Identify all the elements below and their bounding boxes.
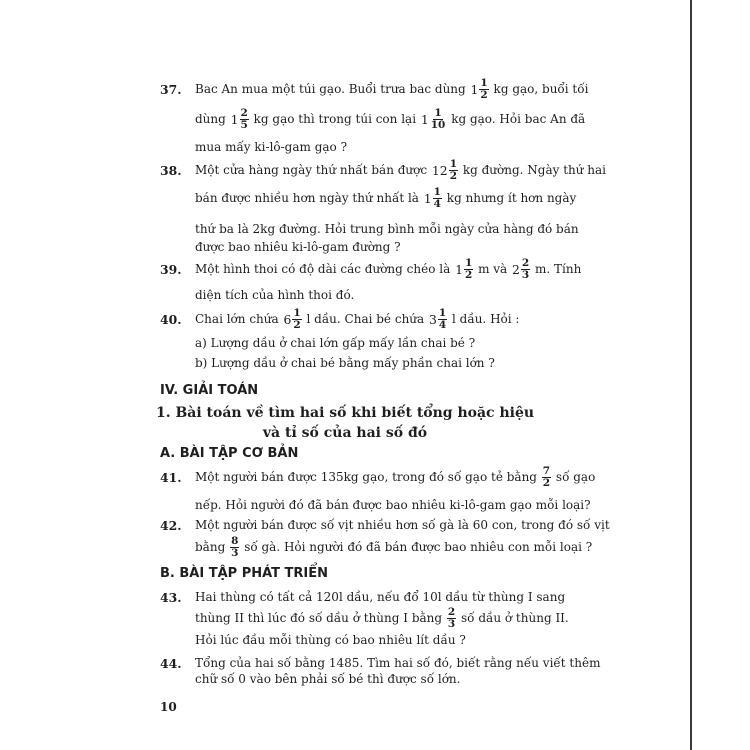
- fraction: [447, 607, 456, 630]
- fraction-numerator: 1: [438, 307, 447, 319]
- text-run: kg nhưng ít hơn ngày: [442, 191, 577, 205]
- text-run: được bao nhiêu ki-lô-gam đường ?: [195, 240, 401, 254]
- fraction-whole: 3: [429, 312, 437, 327]
- fraction-numerator: 1: [434, 107, 442, 119]
- page-title-line1: 1. Bài toán về tìm hai số khi biết tổng hoặc hiệu: [155, 405, 535, 421]
- fraction-whole: 1: [230, 112, 239, 127]
- text-run: m. Tính: [531, 262, 582, 276]
- fraction-numerator: 1: [464, 257, 473, 269]
- text-run: dùng: [195, 112, 230, 126]
- fraction: [424, 187, 442, 210]
- fraction-numerator: 7: [542, 465, 551, 477]
- fraction: [542, 466, 551, 489]
- text-run: kg gạo. Hỏi bac An đã: [447, 112, 586, 126]
- problem-text-line: [195, 672, 460, 686]
- fraction-whole: 1: [455, 262, 463, 277]
- sub-question-a: a) Lượng dầu ở chai lớn gấp mấy lần chai bé ?: [195, 336, 476, 350]
- fraction-numerator: 2: [521, 257, 530, 269]
- text-run: diện tích của hình thoi đó.: [195, 288, 355, 302]
- problem-text-line: [195, 656, 600, 670]
- fraction-denominator: 2: [449, 170, 458, 182]
- fraction-denominator: 5: [240, 119, 248, 131]
- problem-text-line: [195, 607, 569, 630]
- fraction-denominator: 3: [521, 269, 530, 281]
- problem-text-line: [195, 536, 592, 559]
- section-iv-heading: IV. GIẢI TOÁN: [160, 383, 259, 398]
- problem-text-line: [195, 108, 585, 131]
- fraction-numerator: 1: [293, 307, 301, 319]
- fraction-whole: 1: [423, 191, 432, 206]
- text-run: chữ số 0 vào bên phải số bé thì được số lớn.: [195, 672, 461, 686]
- text-run: kg đường. Ngày thứ hai: [459, 163, 607, 177]
- text-run: kg gạo, buổi tối: [489, 82, 589, 96]
- fraction: [421, 108, 447, 131]
- problem-number: 37.: [160, 82, 182, 97]
- text-run: nếp. Hỏi người đó đã bán được bao nhiêu ki-lô-gam gạo mỗi loại?: [195, 498, 591, 512]
- fraction-denominator: 2: [293, 319, 301, 331]
- fraction-denominator: 2: [542, 477, 551, 489]
- fraction-numerator: 8: [231, 535, 239, 547]
- fraction-numerator: 1: [480, 77, 488, 89]
- problem-text-line: [195, 590, 565, 604]
- fraction: [230, 536, 239, 559]
- fraction: [512, 258, 530, 281]
- fraction-denominator: 2: [464, 269, 473, 281]
- text-run: Tổng của hai số bằng 1485. Tìm hai số đó, biết rằng nếu viết thêm: [195, 656, 601, 670]
- text-run: m và: [474, 262, 512, 276]
- problem-number: 41.: [160, 470, 182, 485]
- fraction-whole: 12: [431, 163, 448, 178]
- problem-text-line: [195, 518, 610, 532]
- fraction-whole: 2: [512, 262, 520, 277]
- problem-text-line: [195, 633, 466, 647]
- fraction-denominator: 3: [447, 618, 456, 630]
- problem-text-line: [195, 288, 354, 302]
- problem-text-line: [195, 222, 579, 236]
- fraction: [432, 159, 458, 182]
- text-run: thùng II thì lúc đó số dầu ở thùng I bằng: [195, 611, 446, 625]
- text-run: mua mấy ki-lô-gam gạo ?: [195, 140, 348, 154]
- fraction-whole: 1: [420, 112, 429, 127]
- text-run: bằng: [195, 540, 230, 554]
- fraction-denominator: 4: [433, 198, 441, 210]
- page-right-edge: [690, 0, 692, 750]
- fraction: [455, 258, 473, 281]
- text-run: Một người bán được 135kg gạo, trong đó số gạo tẻ bằng: [195, 470, 541, 484]
- text-run: Hai thùng có tất cả 120l dầu, nếu đổ 10l dầu từ thùng I sang: [195, 590, 566, 604]
- fraction-denominator: 10: [430, 119, 446, 131]
- fraction: [471, 78, 489, 101]
- fraction-numerator: 1: [449, 158, 458, 170]
- problem-number: 44.: [160, 656, 182, 671]
- fraction-denominator: 2: [480, 89, 488, 101]
- fraction: [429, 308, 447, 331]
- problem-text-line: [195, 187, 576, 210]
- text-run: Một người bán được số vịt nhiều hơn số gà là 60 con, trong đó số vịt: [195, 518, 610, 532]
- text-run: Hỏi lúc đầu mỗi thùng có bao nhiêu lít dầu ?: [195, 633, 466, 647]
- text-run: l dầu. Hỏi :: [448, 312, 520, 326]
- fraction-numerator: 2: [447, 606, 456, 618]
- problem-number: 42.: [160, 518, 182, 533]
- text-run: số gạo: [552, 470, 596, 484]
- text-run: Chai lớn chứa: [195, 312, 283, 326]
- problem-text-line: [195, 258, 581, 281]
- section-a-heading: A. BÀI TẬP CƠ BẢN: [160, 446, 299, 461]
- fraction-whole: 1: [470, 82, 479, 97]
- problem-text-line: [195, 308, 519, 331]
- problem-number: 40.: [160, 312, 182, 327]
- problem-text-line: [195, 240, 401, 254]
- fraction-numerator: 1: [433, 186, 441, 198]
- page-title-line2: và tỉ số của hai số đó: [262, 425, 428, 441]
- problem-text-line: [195, 78, 588, 101]
- text-run: l dầu. Chai bé chứa: [302, 312, 428, 326]
- text-run: Một cửa hàng ngày thứ nhất bán được: [195, 163, 431, 177]
- text-run: số gà. Hỏi người đó đã bán được bao nhiêu con mỗi loại ?: [240, 540, 593, 554]
- fraction-whole: 6: [283, 312, 292, 327]
- text-run: thứ ba là 2kg đường. Hỏi trung bình mỗi ngày cửa hàng đó bán: [195, 222, 579, 236]
- problem-text-line: [195, 466, 595, 489]
- problem-number: 43.: [160, 590, 182, 605]
- sub-question-b: b) Lượng dầu ở chai bé bằng mấy phần chai lớn ?: [195, 356, 495, 370]
- fraction: [231, 108, 249, 131]
- text-run: Một hình thoi có độ dài các đường chéo là: [195, 262, 455, 276]
- problem-number: 38.: [160, 163, 182, 178]
- problem-text-line: [195, 498, 591, 512]
- problem-text-line: [195, 140, 347, 154]
- fraction-denominator: 3: [231, 547, 239, 559]
- text-run: kg gạo thì trong túi con lại: [249, 112, 420, 126]
- text-run: số dầu ở thùng II.: [457, 611, 569, 625]
- text-run: bán được nhiều hơn ngày thứ nhất là: [195, 191, 423, 205]
- fraction-numerator: 2: [240, 107, 248, 119]
- section-b-heading: B. BÀI TẬP PHÁT TRIỂN: [160, 566, 329, 581]
- fraction-denominator: 4: [438, 319, 447, 331]
- text-run: Bac An mua một túi gạo. Buổi trưa bac dùng: [195, 82, 470, 96]
- problem-text-line: [195, 159, 606, 182]
- problem-number: 39.: [160, 262, 182, 277]
- fraction: [283, 308, 301, 331]
- page-number: 10: [160, 700, 177, 714]
